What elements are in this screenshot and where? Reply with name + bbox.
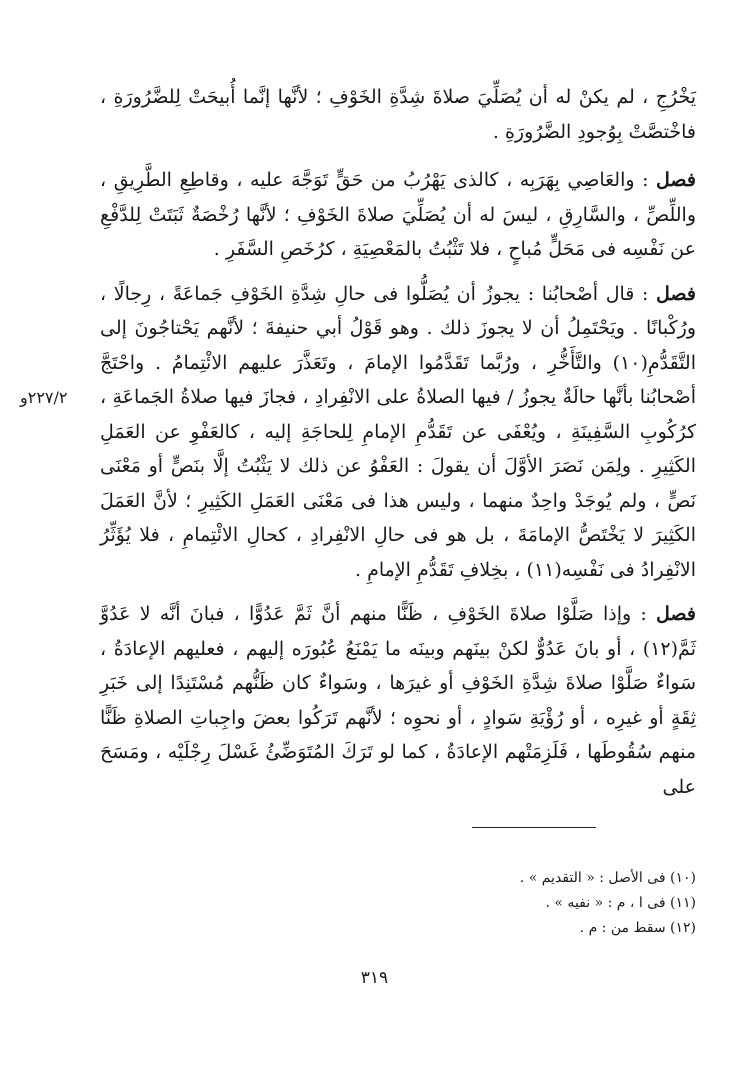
footnote-10: (١٠) فى الأصل : « التقديم » . [519,870,696,886]
margin-reference: ٢٢٧/٢و [20,388,68,407]
footnote-12: (١٢) سقط من : م . [579,920,696,936]
paragraph-3 [100,277,696,588]
paragraph-text: : وإذا صَلَّوْا صلاةَ الخَوْفِ ، ظَنًّا منهم أنَّ ثَمَّ عَدُوًّا ، فبانَ أنَّه لا عَدُوَّ ثَمَّ(١٢) ، أو بانَ عَدُوٌّ لكنْ بينَهم وبينَه ما يَمْنَعُ عُبُورَه إليهم ، فعليهم الإعادَةُ ، سَواءٌ صَلَّوْا صلاةَ شِدَّةِ الخَوْفِ أو غيرَها ، وسَواءٌ كان ظَنُّهم مُسْتَنِدًا إلى خَبَرِ ثِقَةٍ أو غيرِه ، أو رُؤْيَةِ سَوادٍ ، أو نحوِه ؛ لأنَّهم تَرَكُوا بعضَ واجِباتِ الصلاةِ ظَنًّا منهم سُقُوطَها ، فَلَزِمَتْهم الإعادَةُ ، كما لو تَرَكَ المُتَوَضِّئُ غَسْلَ رِجْلَيْه ، ومَسَحَ على [100,603,696,798]
paragraph-text: : والعَاصِي بِهَرَبِه ، كالذى يَهْرُبُ من حَقٍّ تَوَجَّهَ عليه ، وقاطِعِ الطَّرِيقِ ، واللِّصِّ ، والسَّارِقِ ، ليسَ له أن يُصَلِّيَ صلاةَ الخَوْفِ ؛ لأنَّها رُخْصَةٌ ثَبَتَتْ لِلدَّفْعِ عن نَفْسِه فى مَحَلٍّ مُباحٍ ، فلا تَثْبُتُ بالمَعْصِيَةِ ، كرُخَصِ السَّفَرِ . [100,169,696,260]
paragraph-text: يَخْرُجِ ، لم يكنْ له أن يُصَلِّيَ صلاةَ شِدَّةِ الخَوْفِ ؛ لأنَّها إنَّما أُبيحَتْ لِلضَّرُورَةِ ، فاخْتصَّتْ بِوُجودِ الضَّرُورَةِ . [100,86,696,143]
paragraph-4 [100,597,696,804]
section-lead: فصل [656,282,696,305]
main-text [100,80,696,814]
paragraph-text: : قال أصْحابُنا : يجوزُ أن يُصَلُّوا فى حالِ شِدَّةِ الخَوْفِ جَماعَةً ، رِجالًا ، ورُكْبانًا . ويَحْتَمِلُ أن لا يجوزَ ذلك . وهو قَوْلُ أبي حنيفةَ ؛ لأنَّهم يَحْتاجُونَ إلى التَّقَدُّمِ(١٠) والتَّأَخُّرِ ، ورُبَّما تَقَدَّمُوا الإمامَ ، وتَعَذَّرَ عليهم الائْتِمامُ . واحْتَجَّ أصْحابُنا بأنَّها حالَةٌ يجوزُ / فيها الصلاةُ على الانْفِرادِ ، فجازَ فيها صلاةُ الجَماعَةِ ، كرُكُوبِ السَّفِينَةِ ، ويُعْفَى عن تَقَدُّمِ الإمامِ لِلحاجَةِ إليه ، كالعَفْوِ عن العَمَلِ الكَثِيرِ . ولِمَن نَصَرَ الأوَّلَ أن يقولَ : العَفْوُ عن ذلك لا يَثْبُتُ إلَّا بنَصٍّ أو مَعْنَى نَصٍّ ، ولم يُوجَدْ واحِدٌ منهما ، وليس هذا فى مَعْنَى العَمَلِ الكَثِيرِ ؛ لأنَّ العَمَلَ الكَثِيرَ لا يَخْتَصُّ الإمامَةَ ، بل هو فى حالِ الانْفِرادِ ، كحالِ الائْتِمامِ ، فلا يُؤَثِّرُ الانْفِرادُ فى نَفْسِه(١١) ، بخِلافِ تَقَدُّمِ الإمامِ . [100,282,696,581]
footnote-11: (١١) فى ا ، م : « نفيه » . [545,895,696,911]
section-lead: فصل [656,169,696,191]
footnote-divider [472,827,596,828]
page-number: ٣١٩ [360,968,389,988]
paragraph-1 [100,80,696,149]
footnotes [120,866,696,941]
paragraph-2 [100,163,696,267]
section-lead: فصل [656,603,696,625]
